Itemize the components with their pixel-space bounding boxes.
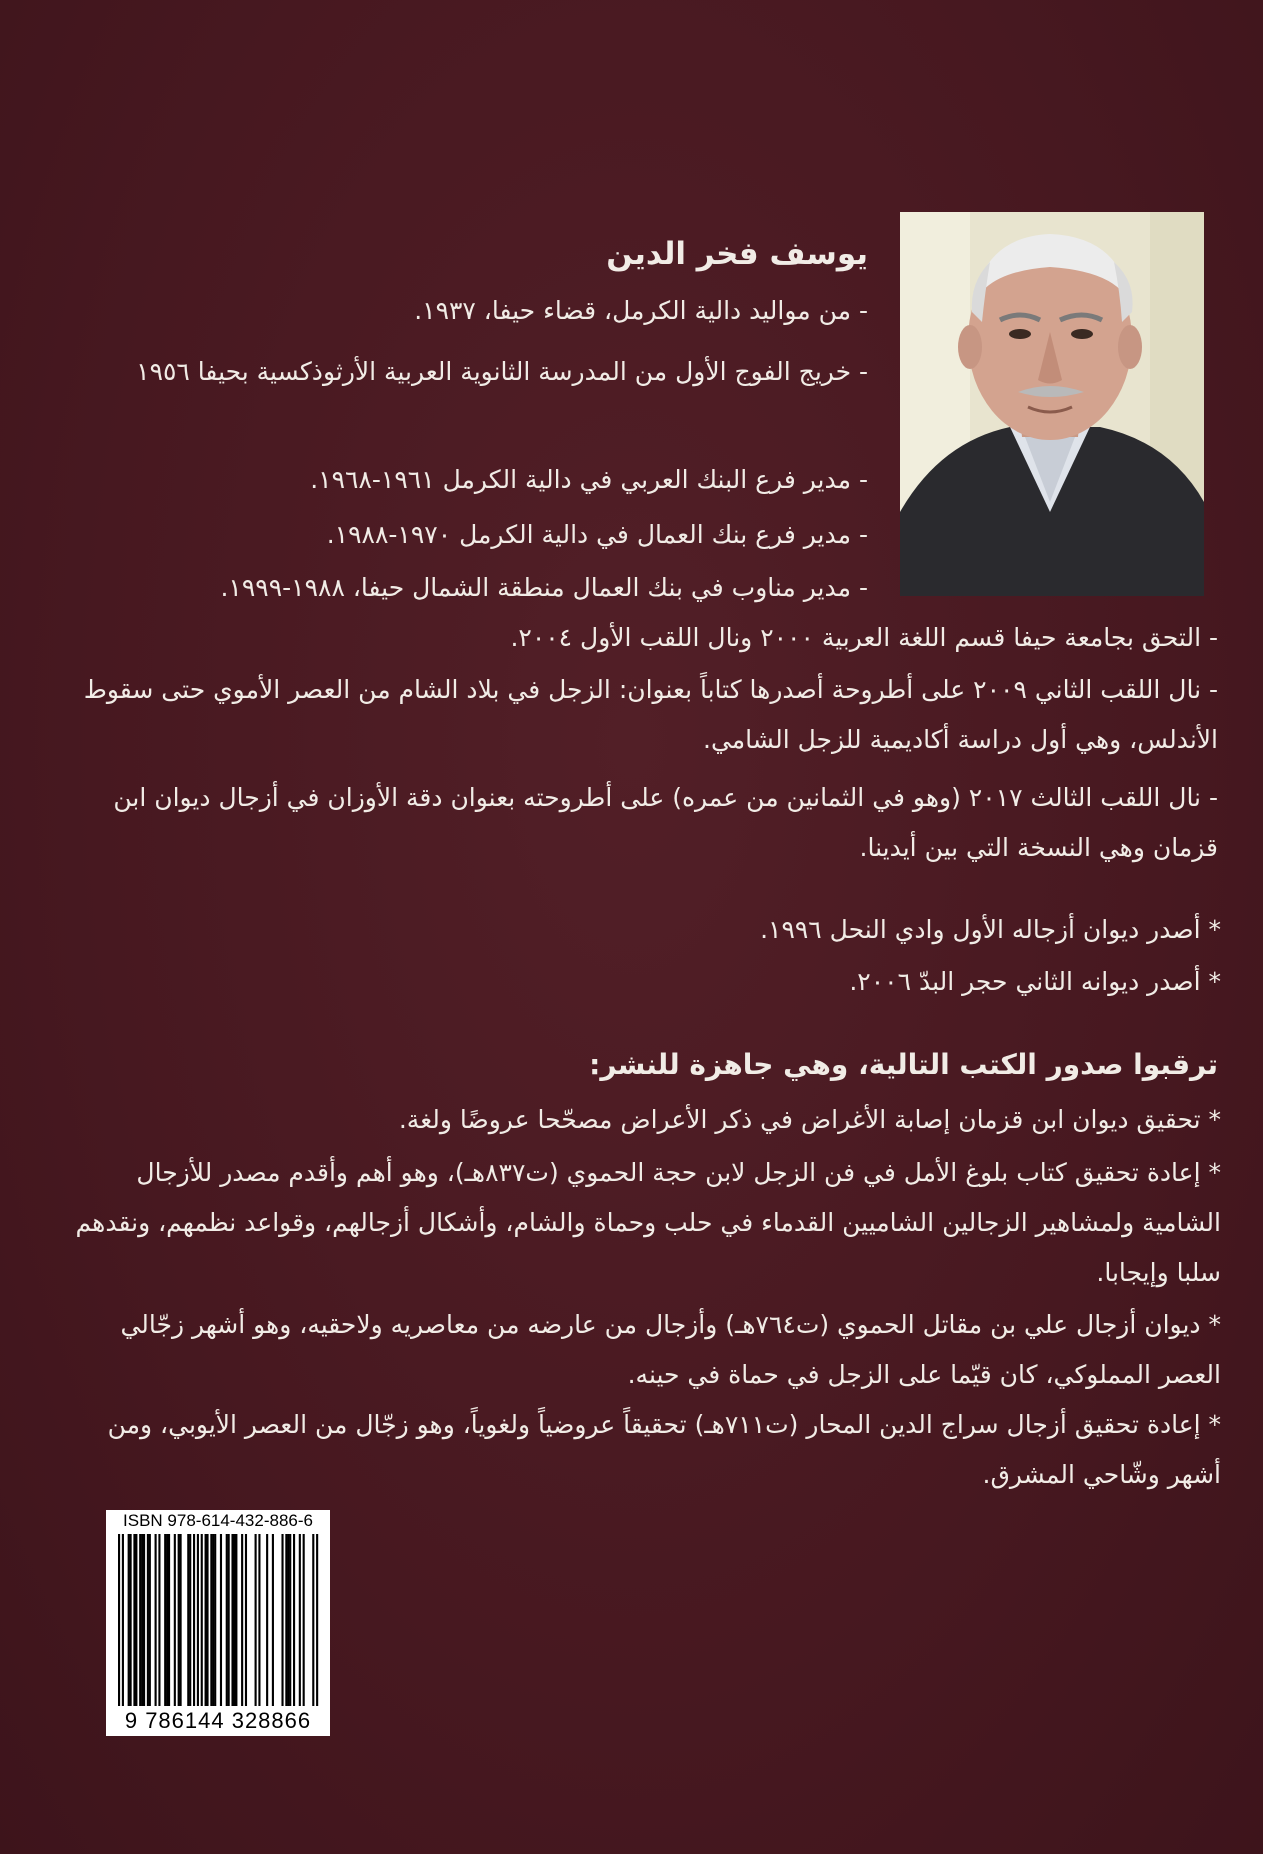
barcode-bar <box>285 1534 287 1706</box>
barcode-bar <box>141 1534 143 1706</box>
bio-item-deputy-manager: - مدير مناوب في بنك العمال منطقة الشمال حيفا، ١٩٨٨-١٩٩٩. <box>220 573 868 602</box>
barcode-bar <box>255 1534 257 1706</box>
bio-item-graduation: - خريج الفوج الأول من المدرسة الثانوية العربية الأرثوذكسية بحيفا ١٩٥٦ <box>136 357 868 386</box>
barcode-bar <box>312 1534 314 1706</box>
barcode-bar <box>197 1534 199 1706</box>
upcoming-book-bulugh-al-amal: * إعادة تحقيق كتاب بلوغ الأمل في فن الزجل لابن حجة الحموي (ت٨٣٧هـ)، وهو أهم وأقدم مصدر للأزجال الشامية ولمشاهير الزجالين الشاميين القدماء في حلب وحماة والشام، وأشكال أزجالهم، وقواعد نظمهم، ونقدهم سلبا وإيجابا. <box>75 1158 1221 1287</box>
isbn-label: ISBN 978-614-432-886-6 <box>123 1511 313 1530</box>
barcode-bar <box>212 1534 214 1706</box>
barcode-bar <box>210 1534 212 1706</box>
bio-item-university: - التحق بجامعة حيفا قسم اللغة العربية ٢٠٠٠ ونال اللقب الأول ٢٠٠٤. <box>510 623 1218 652</box>
barcode-bar <box>133 1534 135 1706</box>
bio-item-arab-bank: - مدير فرع البنك العربي في دالية الكرمل ١٩٦١-١٩٦٨. <box>310 465 868 494</box>
barcode-bar <box>178 1534 180 1706</box>
bio-item-second-degree: - نال اللقب الثاني ٢٠٠٩ على أطروحة أصدرها كتاباً بعنوان: الزجل في بلاد الشام من العصر الأموي حتى سقوط الأندلس، وهي أول دراسة أكاديمية للزجل الشامي. <box>83 675 1218 754</box>
barcode-bar <box>174 1534 176 1706</box>
barcode-bar <box>281 1534 283 1706</box>
barcode-bar <box>168 1534 170 1706</box>
barcode-bar <box>205 1534 207 1706</box>
barcode-bar <box>272 1534 274 1706</box>
barcode-bar <box>231 1534 233 1706</box>
upcoming-book-ibn-muqatil: * ديوان أزجال علي بن مقاتل الحموي (ت٧٦٤هـ) وأزجال من عارضه من معاصريه ولاحقيه، وهو أشهر زجّالي العصر المملوكي، كان قيّما على الزجل في حماة في حينه. <box>120 1310 1221 1389</box>
barcode-bar <box>287 1534 289 1706</box>
barcode-bar <box>258 1534 260 1706</box>
author-photo <box>900 212 1204 596</box>
bio-item-workers-bank: - مدير فرع بنك العمال في دالية الكرمل ١٩٧٠-١٩٨٨. <box>326 520 868 549</box>
barcode-bar <box>293 1534 295 1706</box>
isbn-digits: 9 786144 328866 <box>124 1708 312 1733</box>
barcode-bar <box>130 1534 132 1706</box>
barcode-bar <box>228 1534 230 1706</box>
barcode-bar <box>303 1534 305 1706</box>
author-portrait-illustration <box>900 212 1204 596</box>
isbn-barcode <box>106 1510 330 1736</box>
barcode-bars <box>106 1510 330 1736</box>
barcode-bar <box>226 1534 228 1706</box>
bio-item-birth: - من مواليد دالية الكرمل، قضاء حيفا، ١٩٣٧. <box>414 296 868 325</box>
publication-second-diwan: * أصدر ديوانه الثاني حجر البدّ ٢٠٠٦. <box>849 967 1221 996</box>
barcode-bar <box>233 1534 235 1706</box>
barcode-bar <box>143 1534 145 1706</box>
barcode-bar <box>299 1534 301 1706</box>
barcode-bar <box>241 1534 243 1706</box>
barcode-bar <box>245 1534 247 1706</box>
barcode-bar <box>122 1534 124 1706</box>
barcode-bar <box>155 1534 157 1706</box>
barcode-bar <box>187 1534 189 1706</box>
author-name: يوسف فخر الدين <box>606 236 868 272</box>
barcode-bar <box>193 1534 195 1706</box>
upcoming-book-siraj-al-din: * إعادة تحقيق أزجال سراج الدين المحار (ت٧١١هـ) تحقيقاً عروضياً ولغوياً، وهو زجّال من العصر الأيوبي، ومن أشهر وشّاحي المشرق. <box>107 1410 1221 1489</box>
barcode-bar <box>266 1534 268 1706</box>
barcode-bar <box>214 1534 216 1706</box>
barcode-bar <box>206 1534 208 1706</box>
barcode-bar <box>235 1534 237 1706</box>
barcode-bar <box>135 1534 137 1706</box>
publication-first-diwan: * أصدر ديوان أزجاله الأول وادي النحل ١٩٩٦. <box>760 915 1221 944</box>
barcode-bar <box>201 1534 203 1706</box>
barcode-bar <box>164 1534 166 1706</box>
barcode-bar <box>316 1534 318 1706</box>
barcode-bar <box>189 1534 191 1706</box>
barcode-bar <box>180 1534 182 1706</box>
upcoming-books-heading: ترقبوا صدور الكتب التالية، وهي جاهزة للنشر: <box>589 1048 1218 1081</box>
barcode-bar <box>149 1534 151 1706</box>
barcode-bar <box>118 1534 120 1706</box>
upcoming-book-ibn-quzman: * تحقيق ديوان ابن قزمان إصابة الأغراض في ذكر الأعراض مصحّحا عروضًا ولغة. <box>398 1105 1221 1134</box>
barcode-bar <box>289 1534 291 1706</box>
barcode-bar <box>158 1534 160 1706</box>
barcode-bar <box>128 1534 130 1706</box>
bio-item-third-degree: - نال اللقب الثالث ٢٠١٧ (وهو في الثمانين من عمره) على أطروحته بعنوان دقة الأوزان في أزجال ديوان ابن قزمان وهي النسخة التي بين أيدينا. <box>113 783 1218 862</box>
barcode-bar <box>139 1534 141 1706</box>
barcode-bar <box>220 1534 222 1706</box>
barcode-bar <box>166 1534 168 1706</box>
barcode-bar <box>147 1534 149 1706</box>
